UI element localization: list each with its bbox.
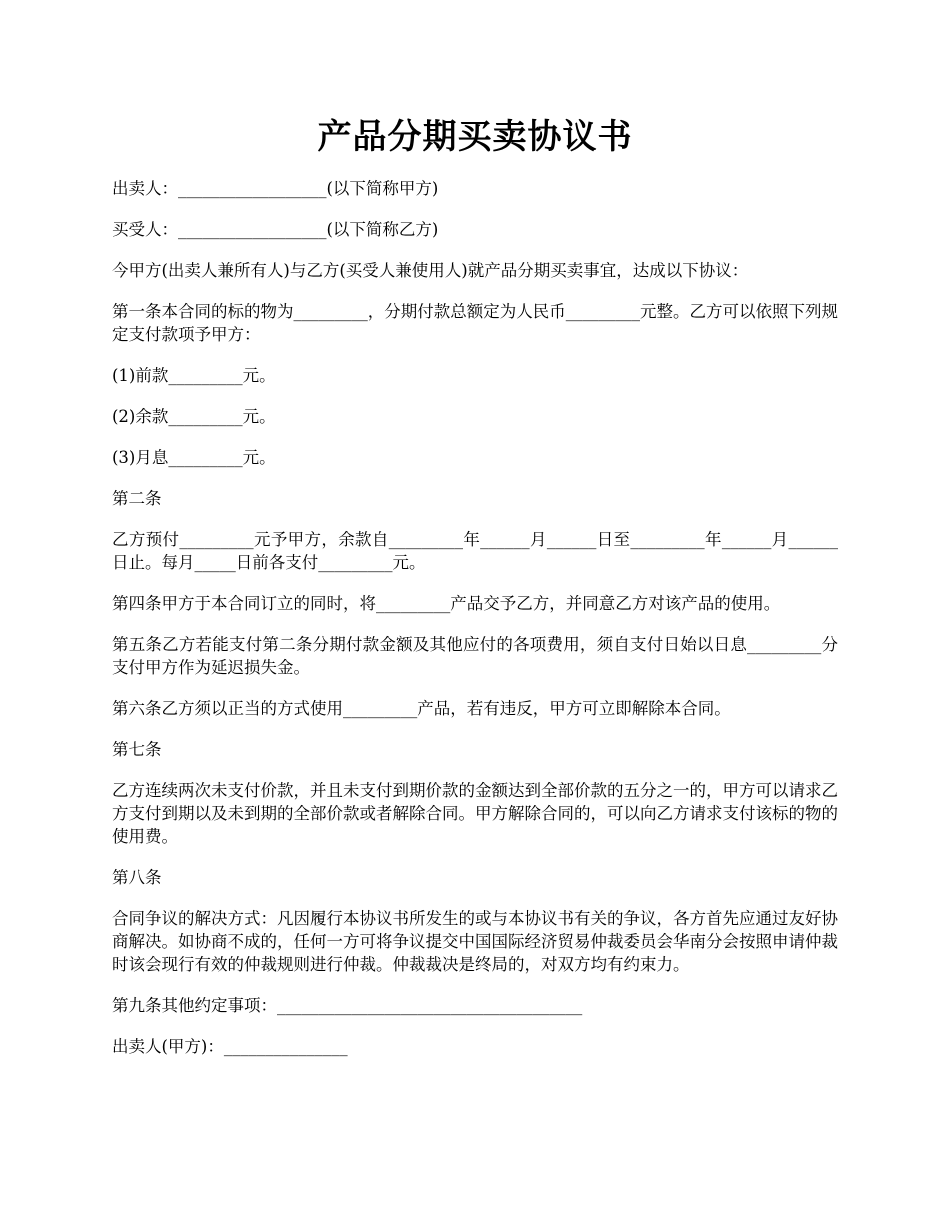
- seller-line: 出卖人：__________________(以下简称甲方): [112, 179, 439, 198]
- article-8-body: 合同争议的解决方式：凡因履行本协议书所发生的或与本协议书有关的争议，各方首先应通过友好协商解决。如协商不成的，任何一方可将争议提交中国国际经济贸易仲裁委员会华南分会按照申请仲裁时该会现行有效的仲裁规则进行仲裁。仲裁裁决是终局的，对双方均有约束力。: [112, 909, 838, 974]
- article-6: 第六条乙方须以正当的方式使用_________产品，若有违反，甲方可立即解除本合同。: [112, 699, 731, 718]
- article-4: 第四条甲方于本合同订立的同时，将_________产品交予乙方，并同意乙方对该产品的使用。: [112, 594, 781, 613]
- document-title: 产品分期买卖协议书: [317, 117, 633, 157]
- article-1: 第一条本合同的标的物为_________，分期付款总额定为人民币_________元整。乙方可以依照下列规定支付款项予甲方：: [112, 302, 838, 344]
- article-8-heading: 第八条: [112, 868, 162, 887]
- article-2-body: 乙方预付_________元予甲方，余款自_________年______月______日至_________年______月______日止。每月_____日前各支付_________元。: [112, 530, 838, 572]
- payment-item-1: (1)前款_________元。: [112, 366, 276, 385]
- seller-signature-line: 出卖人(甲方)：_______________: [112, 1037, 348, 1056]
- document-body: [112, 177, 838, 1076]
- article-5: 第五条乙方若能支付第二条分期付款金额及其他应付的各项费用，须自支付日始以日息_________分支付甲方作为延迟损失金。: [112, 635, 838, 677]
- payment-item-2: (2)余款_________元。: [112, 407, 276, 426]
- article-7-heading: 第七条: [112, 740, 162, 759]
- article-2-heading: 第二条: [112, 489, 162, 508]
- buyer-line: 买受人：__________________(以下简称乙方): [112, 220, 439, 239]
- payment-item-3: (3)月息_________元。: [112, 448, 276, 467]
- article-7-body: 乙方连续两次未支付价款，并且未支付到期价款的金额达到全部价款的五分之一的，甲方可以请求乙方支付到期以及未到期的全部价款或者解除合同。甲方解除合同的，可以向乙方请求支付该标的物的使用费。: [112, 781, 838, 846]
- preamble: 今甲方(出卖人兼所有人)与乙方(买受人兼使用人)就产品分期买卖事宜，达成以下协议：: [112, 261, 749, 280]
- article-9: 第九条其他约定事项：_____________________________________: [112, 996, 583, 1015]
